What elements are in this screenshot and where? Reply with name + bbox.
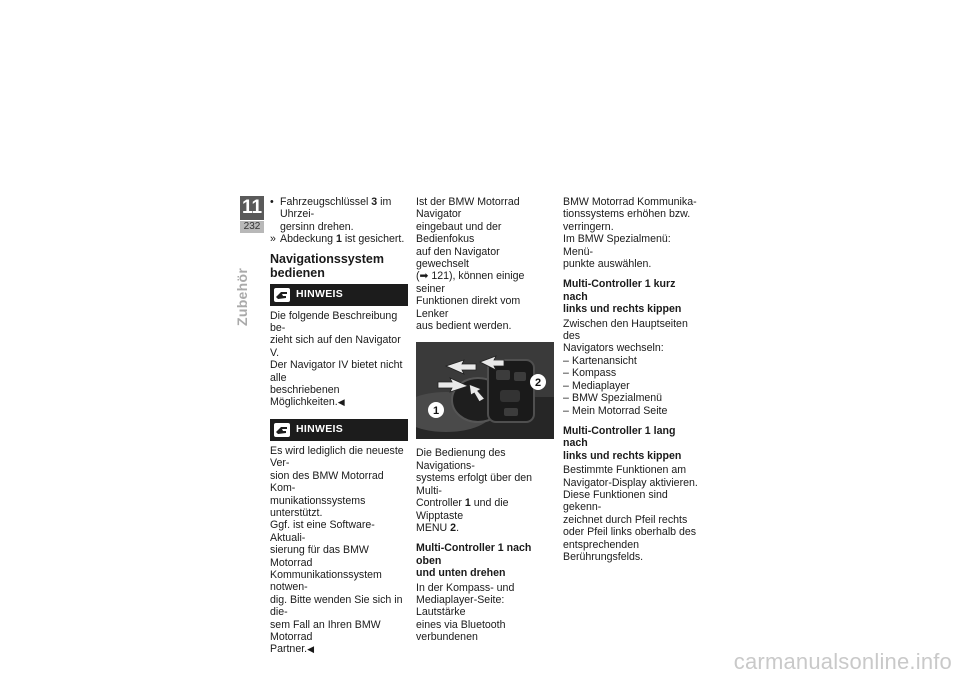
callout-2: 2 <box>534 377 542 390</box>
paragraph: Bestimmte Funktionen am Navigator-Display aktivieren. Diese Funktionen sind gekenn- zeichnet durch Pfeil rechts oder Pfeil links oberhalb des entsprechenden Berührungsfelds. <box>563 464 698 563</box>
note-text: Es wird lediglich die neueste Ver- sion des BMW Motorrad Kom- munikationssystems unterstützt. Ggf. ist eine Software-Aktuali- sierung für das BMW Motorrad Kommunikationssystem notwen- dig. Bitte wenden Sie sich in die- sem Fall an Ihren BMW Motorrad Partner.◀ <box>270 444 404 656</box>
paragraph: BMW Motorrad Kommunika- tionssystems erhöhen bzw. verringern. Im BMW Spezialmenü: Menü- punkte auswählen. <box>563 196 697 271</box>
dash-icon: – <box>563 354 569 367</box>
end-marker-icon: ◀ <box>307 644 315 655</box>
note-text: Die folgende Beschreibung be- zieht sich auf den Navigator V. Der Navigator IV bietet nicht alle beschriebenen Möglichkeiten.◀ <box>270 309 403 409</box>
list-item: – BMW Spezialmenü <box>563 392 663 405</box>
paragraph: In der Kompass- und Mediaplayer-Seite: Lautstärke eines via Bluetooth verbundenen <box>416 581 515 644</box>
note-banner <box>270 284 408 306</box>
subsection-heading: Multi-Controller 1 lang nach links und rechts kippen <box>563 424 682 462</box>
handlebar-controls-illustration <box>416 342 554 439</box>
photo-caption: Die Bedienung des Navigations- systems erfolgt über den Multi- Controller 1 und die Wipptaste MENU 2. <box>416 447 532 534</box>
chapter-number: 11 <box>241 197 263 218</box>
page-number: 232 <box>240 221 264 233</box>
dash-icon: – <box>563 404 569 417</box>
column-3 <box>563 196 701 563</box>
section-heading: Navigationssystem bedienen <box>270 251 384 280</box>
page-list <box>563 355 701 417</box>
list-item: • Fahrzeugschlüssel 3 im Uhrzei- gersinn drehen. <box>270 196 392 233</box>
note-label: HINWEIS <box>296 422 344 435</box>
pointing-hand-icon <box>274 288 290 302</box>
intro-paragraph: Ist der BMW Motorrad Navigator eingebaut und der Bedienfokus auf den Navigator gewechselt (➡ 121), können einige seiner Funktionen direkt vom Lenker aus bedient werden. <box>416 196 525 333</box>
chapter-tab <box>240 196 264 233</box>
result-arrow-icon: » <box>270 233 276 246</box>
pointing-hand-icon <box>274 423 290 437</box>
subsection-heading: Multi-Controller 1 kurz nach links und rechts kippen <box>563 278 682 316</box>
note-banner <box>270 419 408 441</box>
column-1 <box>270 196 408 656</box>
watermark: carmanualsonline.info <box>733 649 952 674</box>
handlebar-photo <box>416 342 554 439</box>
dash-icon: – <box>563 367 569 380</box>
bullet-icon: • <box>270 196 274 208</box>
column-2 <box>416 196 554 644</box>
dash-icon: – <box>563 392 569 405</box>
list-item: – Kompass <box>563 367 617 380</box>
section-title: Zubehör <box>234 267 250 326</box>
callout-1: 1 <box>432 405 440 418</box>
list-item: – Mein Motorrad Seite <box>563 404 668 417</box>
list-item: – Mediaplayer <box>563 379 630 392</box>
dash-icon: – <box>563 379 569 392</box>
end-marker-icon: ◀ <box>337 397 345 408</box>
list-item: » Abdeckung 1 ist gesichert. <box>270 233 405 246</box>
note-label: HINWEIS <box>296 287 344 300</box>
paragraph: Zwischen den Hauptseiten des Navigators wechseln: <box>563 317 688 355</box>
subsection-heading: Multi-Controller 1 nach oben und unten drehen <box>416 542 532 580</box>
list-item: – Kartenansicht <box>563 354 637 367</box>
